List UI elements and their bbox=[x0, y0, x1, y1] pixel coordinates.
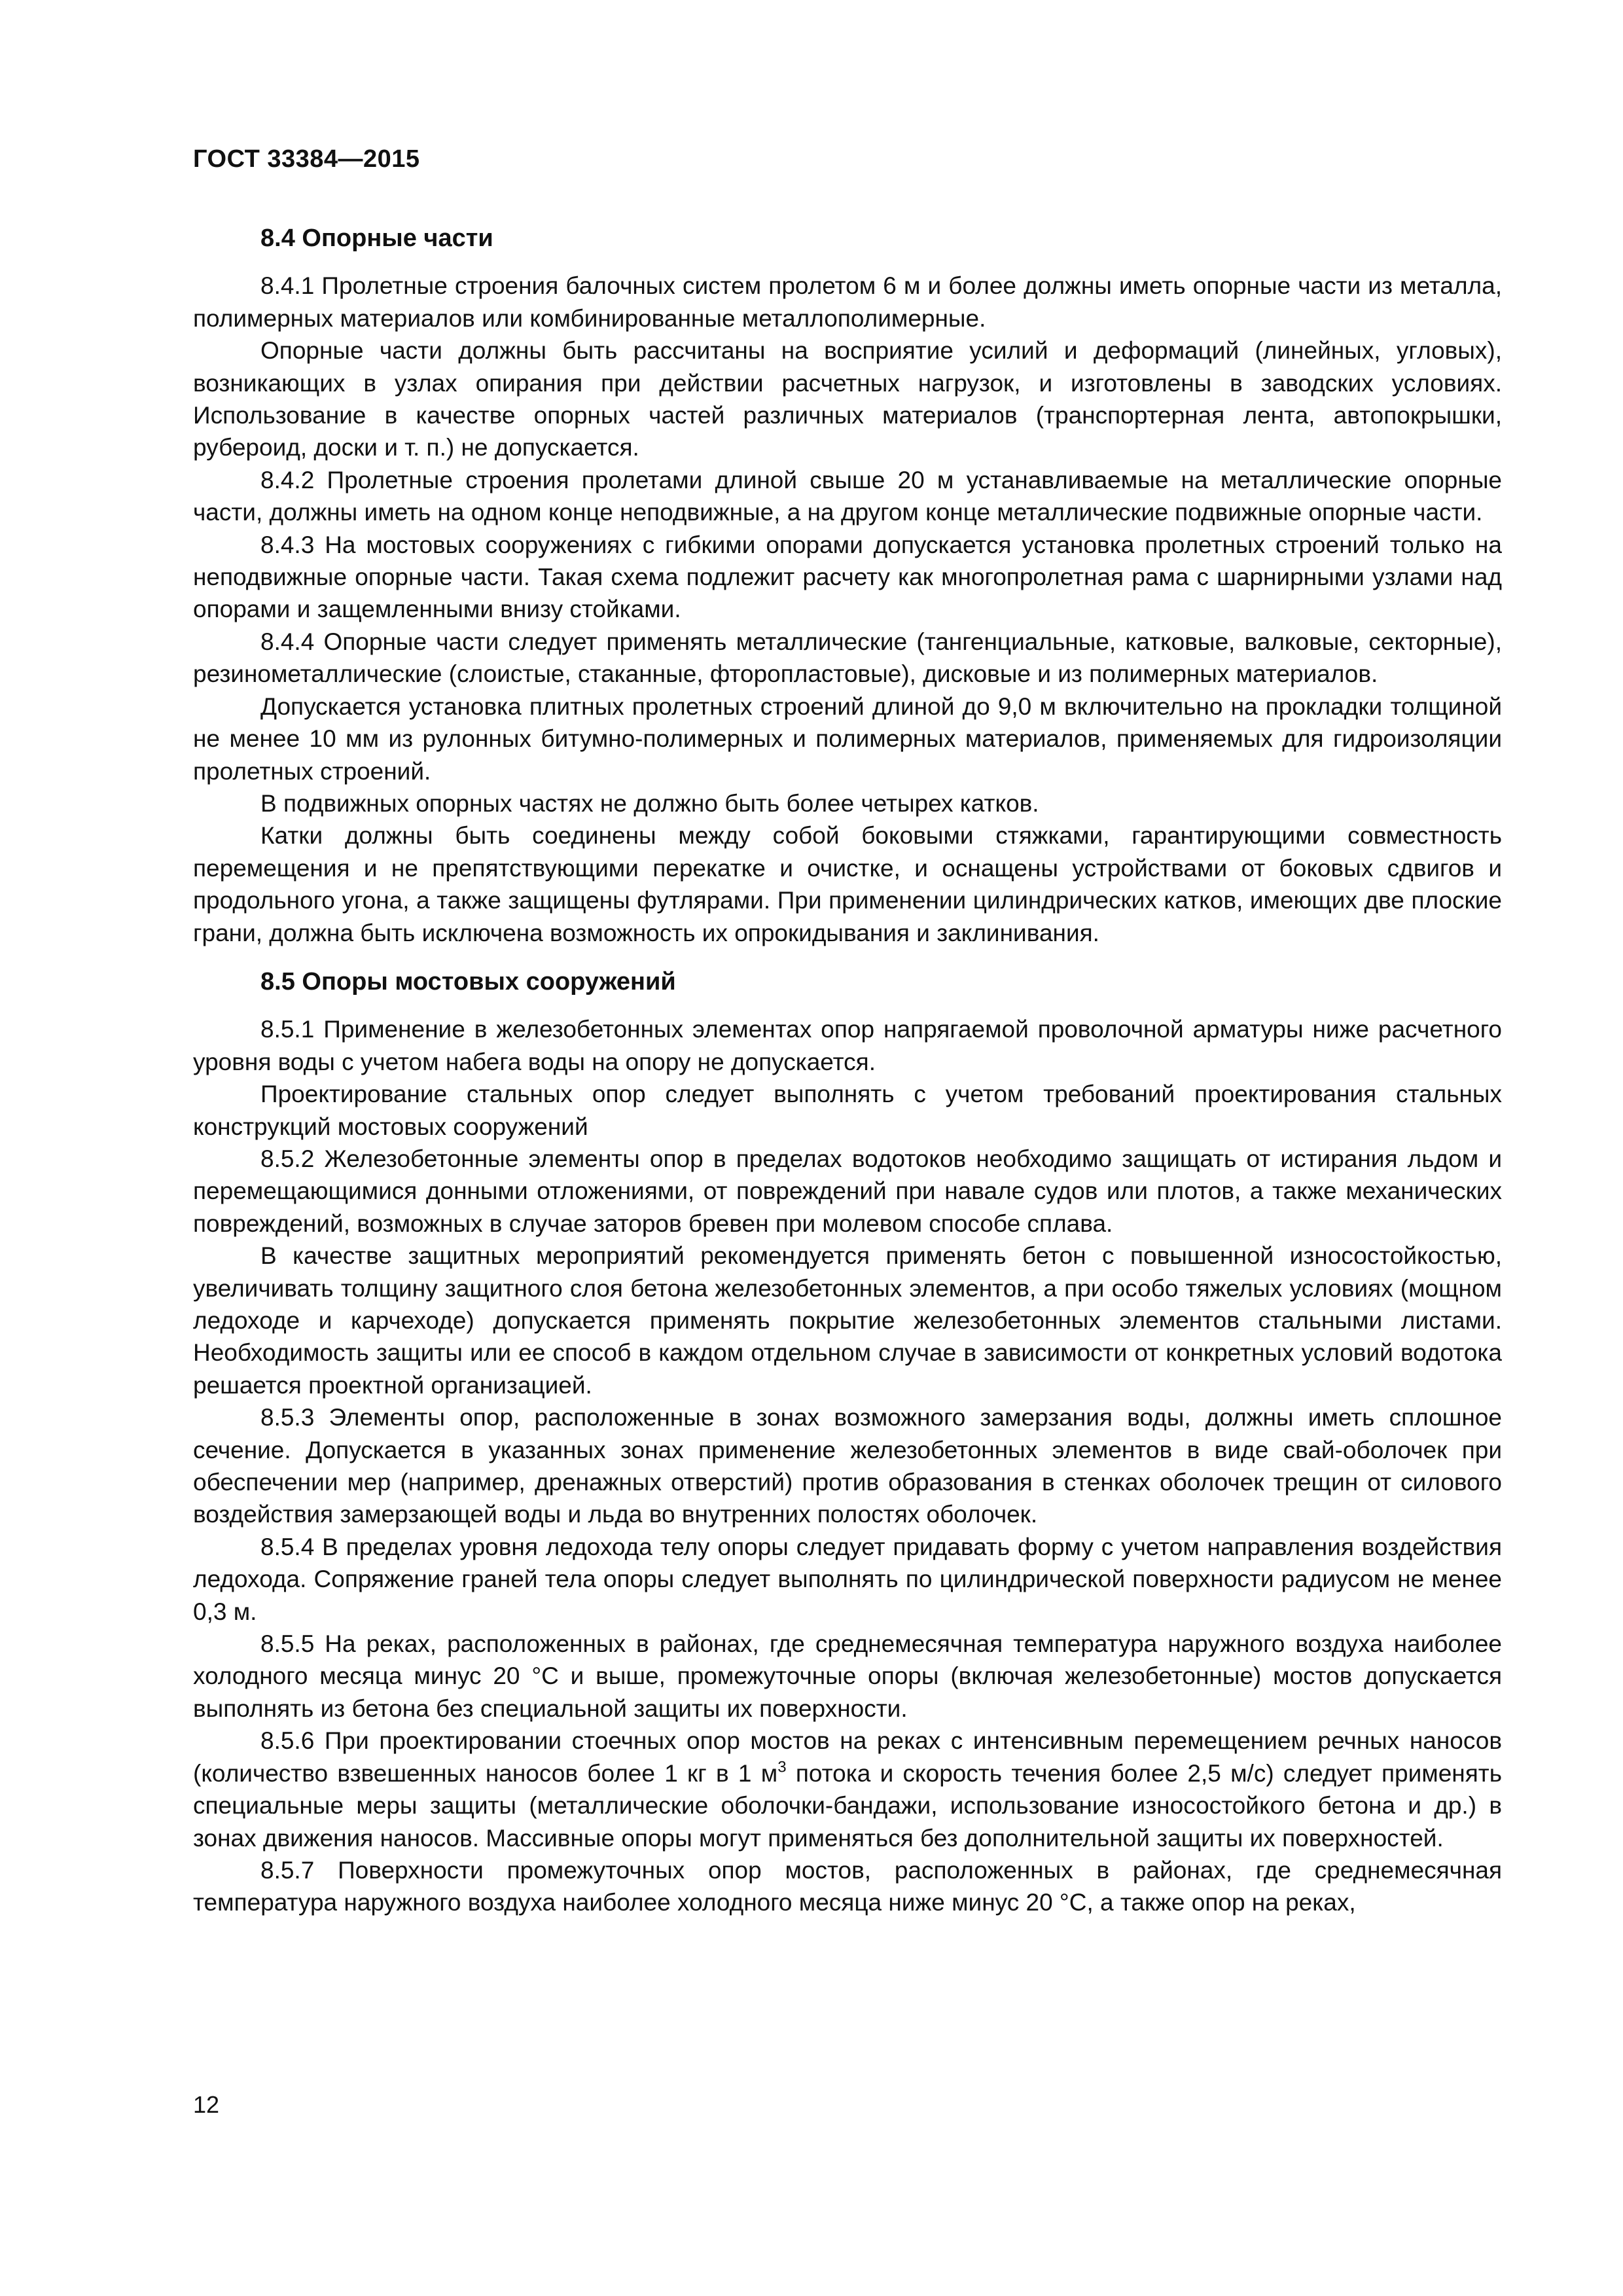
document-body bbox=[193, 223, 1502, 1919]
paragraph: 8.4.1 Пролетные строения балочных систем пролетом 6 м и более должны иметь опорные части из металла, полимерных материалов или комбинированные металлополимерные. bbox=[193, 272, 1502, 332]
paragraph: 8.5.4 В пределах уровня ледохода телу опоры следует придавать форму с учетом направления воздействия ледохода. Сопряжение граней тела опоры следует выполнять по цилиндрической поверхности радиусом не менее 0,3 м. bbox=[193, 1533, 1502, 1625]
paragraph: Катки должны быть соединены между собой боковыми стяжками, гарантирующими совместность перемещения и не препятствующими перекатке и очистке, и оснащены устройствами от боковых сдвигов и продольного угона, а также защищены футлярами. При применении цилиндрических катков, имеющих две плоские грани, должна быть исключена возможность их опрокидывания и заклинивания. bbox=[193, 822, 1502, 946]
paragraph: В качестве защитных мероприятий рекомендуется применять бетон с повышенной износостойкостью, увеличивать толщину защитного слоя бетона железобетонных элементов, а при особо тяжелых условиях (мощном ледоходе и карчеходе) допускается применять покрытие железобетонных элементов стальными листами. Необходимость защиты или ее способ в каждом отдельном случае в зависимости от конкретных условий водотока решается проектной организацией. bbox=[193, 1242, 1502, 1399]
page-number: 12 bbox=[193, 2091, 220, 2118]
section-title-8-5: 8.5 Опоры мостовых сооружений bbox=[260, 967, 676, 996]
standard-header: ГОСТ 33384—2015 bbox=[193, 145, 420, 173]
paragraph: В подвижных опорных частях не должно быть более четырех катков. bbox=[260, 789, 1039, 817]
paragraph: Опорные части должны быть рассчитаны на восприятие усилий и деформаций (линейных, угловых), возникающих в узлах опирания при действии расчетных нагрузок, и изготовлены в заводских условиях. Использование в качестве опорных частей различных материалов (транспортерная лента, автопокрышки, рубероид, доски и т. п.) не допускается. bbox=[193, 337, 1502, 461]
paragraph: 8.5.3 Элементы опор, расположенные в зонах возможного замерзания воды, должны иметь сплошное сечение. Допускается в указанных зонах применение железобетонных элементов в виде свай-оболочек при обеспечении мер (например, дренажных отверстий) против образования в стенках оболочек трещин от силового воздействия замерзающей воды и льда во внутренних полостях оболочек. bbox=[193, 1404, 1502, 1528]
paragraph: Проектирование стальных опор следует выполнять с учетом требований проектирования стальных конструкций мостовых сооружений bbox=[193, 1081, 1502, 1140]
paragraph: 8.5.5 На реках, расположенных в районах, где среднемесячная температура наружного воздуха наиболее холодного месяца минус 20 °С и выше, промежуточные опоры (включая железобетонные) мостов допускается выполнять из бетона без специальной защиты их поверхности. bbox=[193, 1630, 1502, 1722]
paragraph: 8.5.2 Железобетонные элементы опор в пределах водотоков необходимо защищать от истирания льдом и перемещающимися донными отложениями, от повреждений при навале судов или плотов, а также механических повреждений, возможных в случае заторов бревен при молевом способе сплава. bbox=[193, 1145, 1502, 1237]
paragraph-text: потока и скорость течения более 2,5 м/с) следует применять специальные меры защиты (металлические оболочки-бандажи, использование износостойкого бетона и др.) в зонах движения наносов. Массивные опоры могут применяться без дополнительной защиты их поверхностей. bbox=[193, 1759, 1502, 1852]
paragraph: Допускается установка плитных пролетных строений длиной до 9,0 м включительно на прокладки толщиной не менее 10 мм из рулонных битумно-полимерных и полимерных материалов, применяемых для гидроизоляции пролетных строений. bbox=[193, 692, 1502, 785]
paragraph: 8.5.1 Применение в железобетонных элементах опор напрягаемой проволочной арматуры ниже расчетного уровня воды с учетом набега воды на опору не допускается. bbox=[193, 1016, 1502, 1075]
section-title-8-4: 8.4 Опорные части bbox=[260, 224, 493, 252]
paragraph: 8.4.4 Опорные части следует применять металлические (тангенциальные, катковые, валковые, секторные), резинометаллические (слоистые, стаканные, фторопластовые), дисковые и из полимерных материалов. bbox=[193, 628, 1502, 688]
paragraph: 8.4.3 На мостовых сооружениях с гибкими опорами допускается установка пролетных строений только на неподвижные опорные части. Такая схема подлежит расчету как многопролетная рама с шарнирными узлами над опорами и защемленными внизу стойками. bbox=[193, 531, 1502, 623]
paragraph-text: 8.5.6 При проектировании стоечных опор мостов на реках с интенсивным перемещением речных наносов (количество взвешенных наносов более 1 кг в 1 м bbox=[193, 1727, 1502, 1787]
paragraph: 8.4.2 Пролетные строения пролетами длиной свыше 20 м устанавливаемые на металлические опорные части, должны иметь на одном конце неподвижные, а на другом конце металлические подвижные опорные части. bbox=[193, 466, 1502, 526]
paragraph-8-5-7: 8.5.7 Поверхности промежуточных опор мостов, расположенных в районах, где среднемесячная температура наружного воздуха наиболее холодного месяца ниже минус 20 °С, а также опор на реках, bbox=[193, 1856, 1502, 1916]
superscript: 3 bbox=[777, 1758, 787, 1776]
paragraph-8-5-6 bbox=[193, 1725, 1502, 1854]
